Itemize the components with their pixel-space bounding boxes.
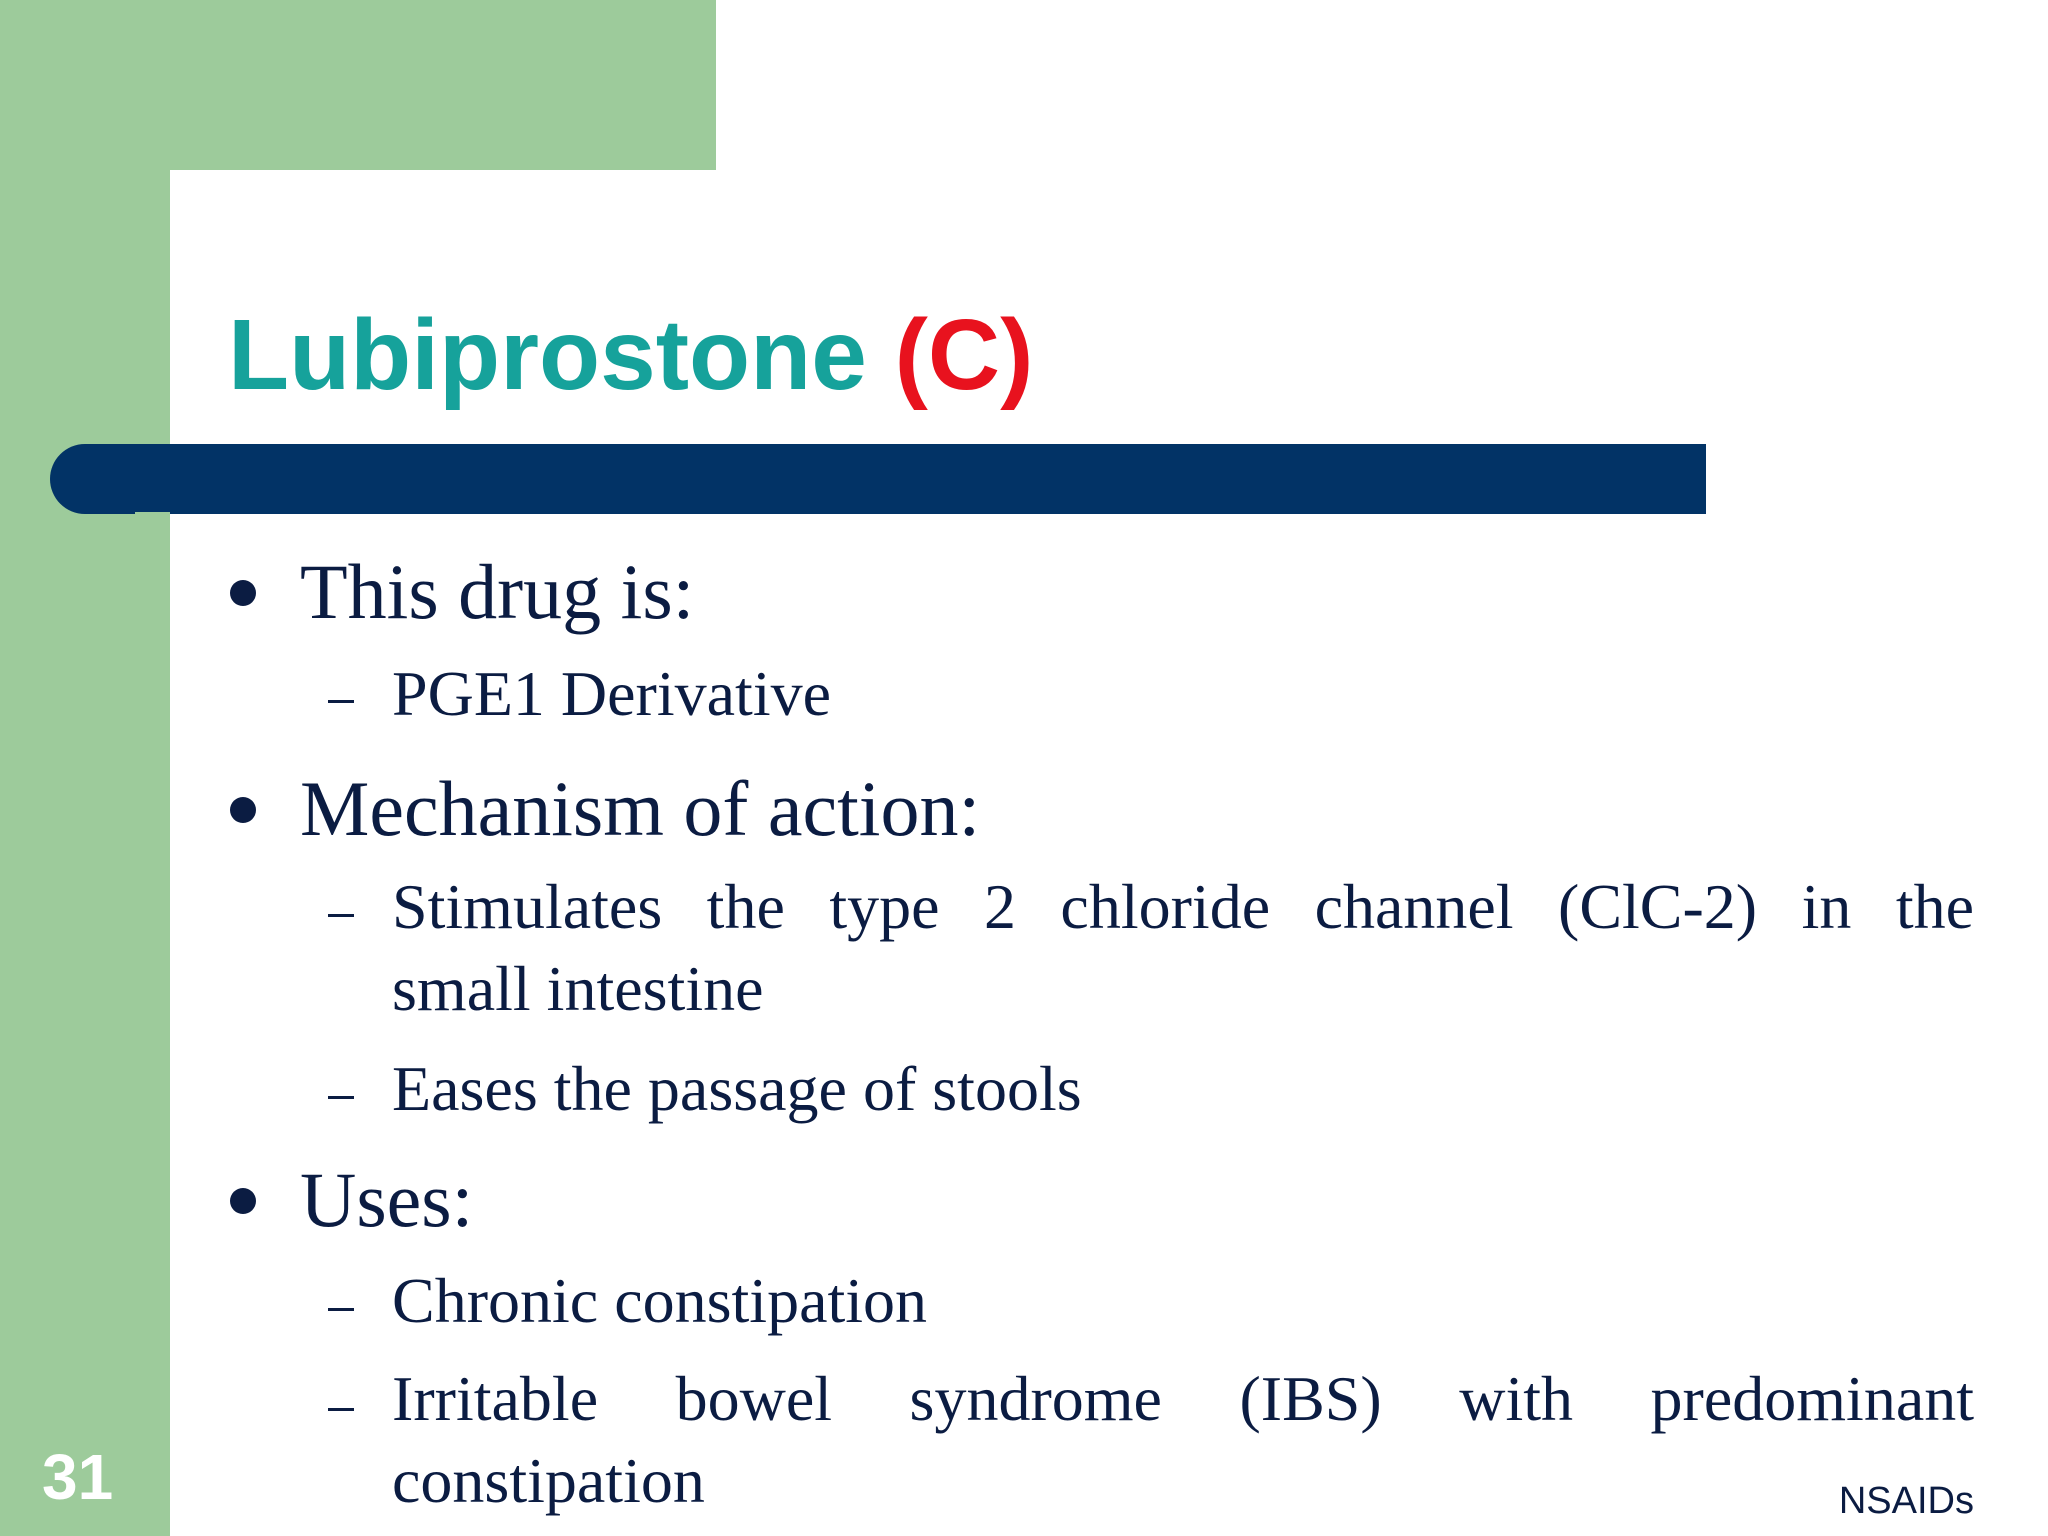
dash-icon (328, 1308, 354, 1311)
list-item-line: constipation (392, 1445, 705, 1516)
title-suffix: (C) (894, 299, 1034, 411)
bullet-icon (230, 580, 256, 606)
dash-icon (328, 914, 354, 917)
list-item-line: Irritable bowel syndrome (IBS) with predominant (392, 1363, 1974, 1434)
section-heading-uses: Uses: (300, 1156, 474, 1243)
section-heading-drug: This drug is: (300, 548, 695, 635)
list-item: Chronic constipation (392, 1265, 928, 1336)
dash-icon (328, 1408, 354, 1411)
bullet-icon (230, 1188, 256, 1214)
page-number: 31 (42, 1441, 114, 1513)
list-item-line: Stimulates the type 2 chloride channel (ClC-2) in the (392, 871, 1974, 942)
title-text: Lubiprostone (228, 299, 867, 411)
list-item: Eases the passage of stools (392, 1053, 1082, 1124)
list-item-line: small intestine (392, 953, 764, 1024)
dash-icon (328, 700, 354, 703)
section-heading-mechanism: Mechanism of action: (300, 765, 981, 852)
dash-icon (328, 1096, 354, 1099)
footer-label: NSAIDs (1838, 1480, 1974, 1522)
list-item: PGE1 Derivative (392, 658, 831, 729)
bullet-icon (230, 797, 256, 823)
